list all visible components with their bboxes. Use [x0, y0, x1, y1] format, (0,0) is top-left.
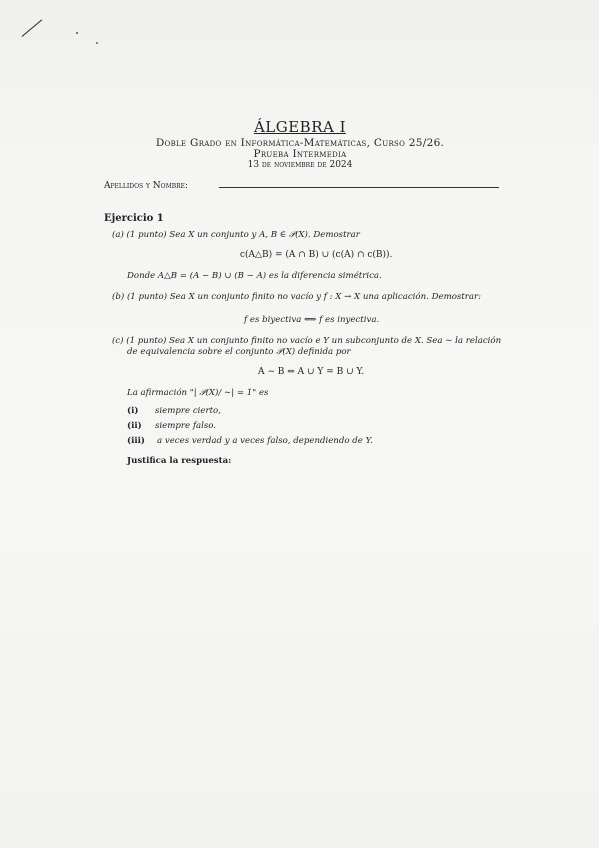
option-text: siempre falso. [155, 421, 217, 431]
exercise-title: Ejercicio 1 [104, 213, 164, 224]
option-number: (iii) [127, 436, 145, 446]
program-line: Doble Grado en Informática-Matemáticas, Curso 25/26. [155, 137, 445, 149]
part-c-formula: A ∼ B ⇔ A ∪ Y = B ∪ Y. [258, 367, 365, 377]
option-number: (i) [127, 406, 139, 416]
option-text: siempre cierto, [155, 406, 221, 416]
part-b-formula: f es biyectiva ⟺ f es inyectiva. [244, 315, 380, 325]
part-c-claim: La afirmación "| 𝒫(X)/ ∼| = 1" es [127, 388, 269, 398]
part-a-note: Donde A△B = (A − B) ∪ (B − A) es la diferencia simétrica. [127, 271, 382, 281]
exam-name: Prueba Intermedia [253, 148, 347, 160]
part-b-statement: (b) (1 punto) Sea X un conjunto finito no vacío y f : X → X una aplicación. Demostrar: [112, 292, 481, 302]
part-a-formula: c(A△B) = (A ∩ B) ∪ (c(A) ∩ c(B)). [240, 250, 393, 260]
name-blank-line[interactable] [219, 187, 499, 188]
justify-prompt: Justifica la respuesta: [127, 456, 232, 466]
speck [76, 32, 78, 34]
exam-date: 13 de noviembre de 2024 [247, 160, 353, 170]
part-c-statement-line2: de equivalencia sobre el conjunto 𝒫(X) definida por [127, 347, 351, 357]
speck [96, 42, 98, 44]
option-number: (ii) [127, 421, 142, 431]
part-c-statement-line1: (c) (1 punto) Sea X un conjunto finito no vacío e Y un subconjunto de X. Sea ∼ la relación [112, 336, 502, 346]
option-text: a veces verdad y a veces falso, dependiendo de Y. [157, 436, 373, 446]
part-a-statement: (a) (1 punto) Sea X un conjunto y A, B ∈ 𝒫(X). Demostrar [112, 230, 360, 240]
name-label: Apellidos y Nombre: [104, 181, 189, 191]
document-title: ÁLGEBRA I [253, 118, 347, 136]
